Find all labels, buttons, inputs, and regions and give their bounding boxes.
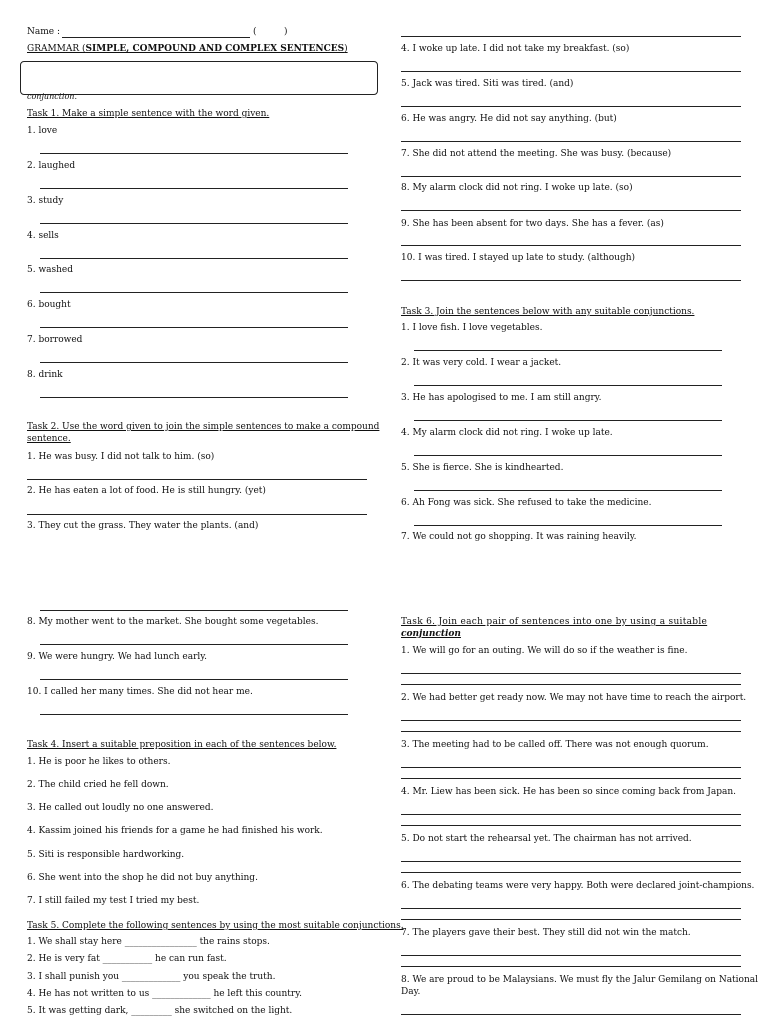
task1-item: 6. bought bbox=[27, 300, 71, 310]
answer-line[interactable] bbox=[40, 223, 348, 224]
answer-line[interactable] bbox=[401, 71, 741, 72]
task4-item: 3. He called out loudly no one answered. bbox=[27, 803, 214, 813]
answer-line[interactable] bbox=[401, 731, 741, 732]
answer-line[interactable] bbox=[40, 292, 348, 293]
task1-item: 2. laughed bbox=[27, 161, 76, 171]
answer-line[interactable] bbox=[27, 514, 367, 515]
task4-item: 6. She went into the shop he did not buy anything. bbox=[27, 873, 258, 883]
answer-line[interactable] bbox=[40, 714, 348, 715]
task2-heading-cont: sentence. bbox=[27, 434, 71, 444]
answer-line[interactable] bbox=[401, 778, 741, 779]
answer-line[interactable] bbox=[40, 362, 348, 363]
answer-line[interactable] bbox=[414, 490, 722, 491]
task4-item: 1. He is poor he likes to others. bbox=[27, 757, 171, 767]
task6-item: 6. The debating teams were very happy. Both were declared joint-champions. bbox=[401, 881, 755, 891]
answer-line[interactable] bbox=[401, 106, 741, 107]
paren-close: ) bbox=[284, 27, 288, 37]
answer-line[interactable] bbox=[414, 385, 722, 386]
answer-line[interactable] bbox=[40, 258, 348, 259]
task6-item: 4. Mr. Liew has been sick. He has been so since coming back from Japan. bbox=[401, 787, 737, 797]
name-field[interactable] bbox=[62, 37, 250, 38]
task3-heading: Task 3. Join the sentences below with any suitable conjunctions. bbox=[401, 307, 695, 317]
answer-line[interactable] bbox=[27, 479, 367, 480]
task2-heading: Task 2. Use the word given to join the simple sentences to make a compound bbox=[27, 422, 380, 432]
answer-line[interactable] bbox=[401, 720, 741, 721]
answer-line[interactable] bbox=[40, 679, 348, 680]
answer-line[interactable] bbox=[401, 861, 741, 862]
task6-item: 1. We will go for an outing. We will do so if the weather is fine. bbox=[401, 646, 688, 656]
answer-line[interactable] bbox=[414, 420, 722, 421]
answer-line[interactable] bbox=[401, 210, 741, 211]
answer-line[interactable] bbox=[401, 814, 741, 815]
page-title bbox=[27, 44, 348, 54]
task6-item: 7. The players gave their best. They still did not win the match. bbox=[401, 928, 691, 938]
answer-line[interactable] bbox=[401, 176, 741, 177]
paren-open: ( bbox=[253, 27, 257, 37]
task3-item: 7. We could not go shopping. It was raining heavily. bbox=[401, 532, 637, 542]
box-overflow-text: conjunction. bbox=[27, 92, 77, 101]
answer-line[interactable] bbox=[401, 966, 741, 967]
answer-line[interactable] bbox=[401, 908, 741, 909]
task3-item: 8. My mother went to the market. She bought some vegetables. bbox=[27, 617, 319, 627]
answer-line[interactable] bbox=[401, 684, 741, 685]
task4-heading: Task 4. Insert a suitable preposition in each of the sentences below. bbox=[27, 740, 337, 750]
answer-line[interactable] bbox=[401, 872, 741, 873]
answer-line[interactable] bbox=[414, 350, 722, 351]
task1-item: 5. washed bbox=[27, 265, 74, 275]
title-suffix: ) bbox=[344, 44, 348, 54]
task6-heading: Task 6. Join each pair of sentences into one by using a suitable bbox=[401, 617, 708, 627]
task5-item: 3. I shall punish you _____________ you speak the truth. bbox=[27, 972, 276, 982]
task6-item: 2. We had better get ready now. We may not have time to reach the airport. bbox=[401, 693, 747, 703]
text-box bbox=[20, 61, 378, 95]
answer-line[interactable] bbox=[40, 610, 348, 611]
task5-item: 2. He is very fat ___________ he can run fast. bbox=[27, 954, 227, 964]
task4-item: 4. Kassim joined his friends for a game he had finished his work. bbox=[27, 826, 323, 836]
answer-line[interactable] bbox=[40, 397, 348, 398]
answer-line[interactable] bbox=[401, 245, 741, 246]
task2-item: 4. I woke up late. I did not take my breakfast. (so) bbox=[401, 44, 630, 54]
task4-item: 2. The child cried he fell down. bbox=[27, 780, 169, 790]
task6-item-cont: Day. bbox=[401, 987, 421, 997]
answer-line[interactable] bbox=[401, 141, 741, 142]
answer-line[interactable] bbox=[401, 825, 741, 826]
task6-item: 3. The meeting had to be called off. There was not enough quorum. bbox=[401, 740, 709, 750]
task6-item: 5. Do not start the rehearsal yet. The chairman has not arrived. bbox=[401, 834, 692, 844]
answer-line[interactable] bbox=[414, 525, 722, 526]
task6-item: 8. We are proud to be Malaysians. We must fly the Jalur Gemilang on National bbox=[401, 975, 759, 985]
task1-item: 8. drink bbox=[27, 370, 63, 380]
title-prefix: GRAMMAR ( bbox=[27, 44, 86, 54]
task1-item: 4. sells bbox=[27, 231, 59, 241]
task6-heading-cont: conjunction bbox=[401, 629, 461, 639]
answer-line[interactable] bbox=[414, 455, 722, 456]
task5-item: 4. He has not written to us _____________ he left this country. bbox=[27, 989, 302, 999]
answer-line[interactable] bbox=[401, 36, 741, 37]
task1-heading: Task 1. Make a simple sentence with the word given. bbox=[27, 109, 270, 119]
task3-item: 3. He has apologised to me. I am still angry. bbox=[401, 393, 602, 403]
answer-line[interactable] bbox=[401, 1014, 741, 1015]
task5-heading: Task 5. Complete the following sentences by using the most suitable conjunctions. bbox=[27, 921, 404, 931]
answer-line[interactable] bbox=[40, 644, 348, 645]
answer-line[interactable] bbox=[40, 153, 348, 154]
task2-item: 5. Jack was tired. Siti was tired. (and) bbox=[401, 79, 574, 89]
task3-item: 9. We were hungry. We had lunch early. bbox=[27, 652, 208, 662]
task1-item: 1. love bbox=[27, 126, 58, 136]
task2-item: 7. She did not attend the meeting. She was busy. (because) bbox=[401, 149, 672, 159]
answer-line[interactable] bbox=[401, 673, 741, 674]
answer-line[interactable] bbox=[401, 767, 741, 768]
answer-line[interactable] bbox=[401, 919, 741, 920]
task2-item: 9. She has been absent for two days. She has a fever. (as) bbox=[401, 219, 664, 229]
task3-item: 6. Ah Fong was sick. She refused to take the medicine. bbox=[401, 498, 652, 508]
task5-item: 5. It was getting dark, _________ she switched on the light. bbox=[27, 1006, 293, 1016]
task3-item: 2. It was very cold. I wear a jacket. bbox=[401, 358, 562, 368]
task5-item: 1. We shall stay here ________________ the rains stops. bbox=[27, 937, 270, 947]
task3-item: 5. She is fierce. She is kindhearted. bbox=[401, 463, 564, 473]
task2-item: 8. My alarm clock did not ring. I woke up late. (so) bbox=[401, 183, 633, 193]
title-main: SIMPLE, COMPOUND AND COMPLEX SENTENCES bbox=[85, 44, 345, 54]
task2-item: 6. He was angry. He did not say anything. (but) bbox=[401, 114, 617, 124]
name-label: Name : bbox=[27, 27, 60, 37]
task4-item: 7. I still failed my test I tried my best. bbox=[27, 896, 200, 906]
task2-item: 1. He was busy. I did not talk to him. (so) bbox=[27, 452, 215, 462]
answer-line[interactable] bbox=[401, 280, 741, 281]
task3-item: 1. I love fish. I love vegetables. bbox=[401, 323, 543, 333]
task2-item: 10. I was tired. I stayed up late to study. (although) bbox=[401, 253, 636, 263]
answer-line[interactable] bbox=[40, 327, 348, 328]
task3-item: 10. I called her many times. She did not hear me. bbox=[27, 687, 253, 697]
task3-item: 4. My alarm clock did not ring. I woke up late. bbox=[401, 428, 613, 438]
task2-item: 2. He has eaten a lot of food. He is still hungry. (yet) bbox=[27, 486, 266, 496]
task4-item: 5. Siti is responsible hardworking. bbox=[27, 850, 185, 860]
answer-line[interactable] bbox=[40, 188, 348, 189]
task1-item: 3. study bbox=[27, 196, 64, 206]
task2-item: 3. They cut the grass. They water the plants. (and) bbox=[27, 521, 259, 531]
task1-item: 7. borrowed bbox=[27, 335, 83, 345]
answer-line[interactable] bbox=[401, 955, 741, 956]
